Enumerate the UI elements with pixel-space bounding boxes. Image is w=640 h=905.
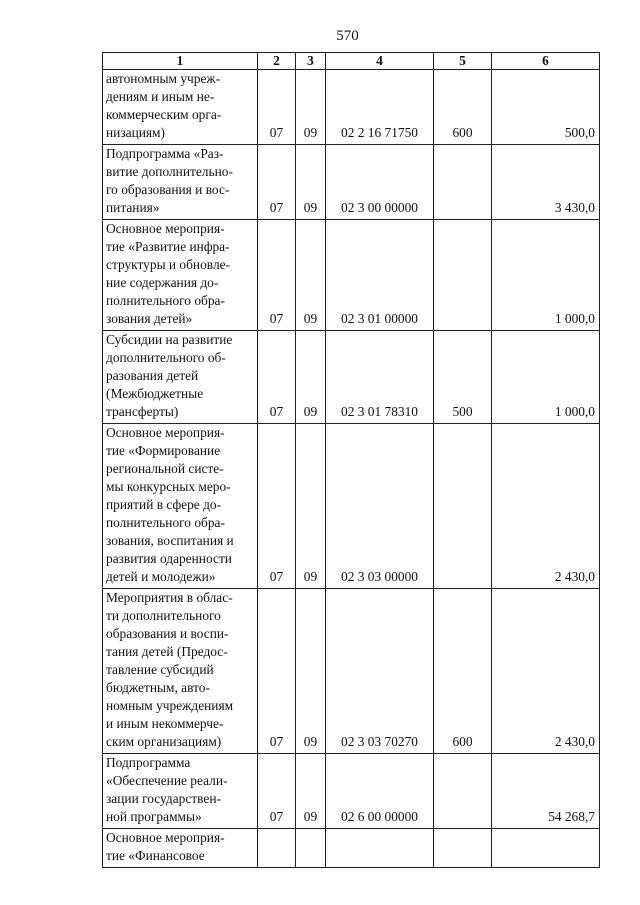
row-name-line: разования детей xyxy=(106,368,199,383)
row-subsection-cell: 09 xyxy=(296,424,326,589)
row-subsection-cell: 09 xyxy=(296,331,326,424)
row-name-line: низациям) xyxy=(106,125,165,140)
row-subsection-cell: 09 xyxy=(296,145,326,220)
header-col-5: 5 xyxy=(434,53,492,70)
row-name-line: дополнительного об- xyxy=(106,350,226,365)
row-name-line: Подпрограмма xyxy=(106,755,191,770)
row-name-cell xyxy=(103,331,258,424)
row-name-cell xyxy=(103,220,258,331)
row-name-line: Подпрограмма «Раз- xyxy=(106,146,224,161)
table-row xyxy=(103,220,600,331)
row-name-line: витие дополнительно- xyxy=(106,164,233,179)
row-expense-type-cell: 500 xyxy=(434,331,492,424)
row-name-line: питания» xyxy=(106,200,160,215)
row-name-line: Мероприятия в облас- xyxy=(106,590,233,605)
row-name-line: Субсидии на развитие xyxy=(106,332,233,347)
row-name-line: дениям и иным не- xyxy=(106,89,215,104)
table-row xyxy=(103,145,600,220)
row-target-code-cell: 02 2 16 71750 xyxy=(326,70,434,145)
row-section-cell: 07 xyxy=(258,754,296,829)
row-name-cell xyxy=(103,829,258,868)
row-name-line: зования, воспитания и xyxy=(106,533,234,548)
row-name-line: коммерческим орга- xyxy=(106,107,222,122)
row-target-code-cell: 02 6 00 00000 xyxy=(326,754,434,829)
row-section-cell: 07 xyxy=(258,145,296,220)
row-name-cell xyxy=(103,424,258,589)
row-name-line: тие «Развитие инфра- xyxy=(106,239,230,254)
header-col-4: 4 xyxy=(326,53,434,70)
row-name-line: зации государствен- xyxy=(106,791,221,806)
header-col-2: 2 xyxy=(258,53,296,70)
row-name-line: зования детей» xyxy=(106,311,193,326)
row-subsection-cell: 09 xyxy=(296,70,326,145)
row-name-cell xyxy=(103,145,258,220)
table-row xyxy=(103,70,600,145)
row-name-line: тие «Формирование xyxy=(106,443,221,458)
row-name-line: и иным некоммерче- xyxy=(106,716,224,731)
row-expense-type-cell xyxy=(434,424,492,589)
row-name-line: тавление субсидий xyxy=(106,662,214,677)
row-name-line: (Межбюджетные xyxy=(106,386,204,401)
row-name-line: детей и молодежи» xyxy=(106,569,216,584)
row-name-line: развития одаренности xyxy=(106,551,232,566)
table-row xyxy=(103,331,600,424)
row-name-line: ти дополнительного xyxy=(106,608,221,623)
row-name-cell xyxy=(103,589,258,754)
row-sum-cell: 1 000,0 xyxy=(492,331,600,424)
row-sum-cell xyxy=(492,829,600,868)
row-expense-type-cell: 600 xyxy=(434,589,492,754)
row-sum-cell: 2 430,0 xyxy=(492,589,600,754)
row-sum-cell: 1 000,0 xyxy=(492,220,600,331)
row-target-code-cell: 02 3 01 00000 xyxy=(326,220,434,331)
row-sum-cell: 3 430,0 xyxy=(492,145,600,220)
table-row xyxy=(103,424,600,589)
row-subsection-cell: 09 xyxy=(296,754,326,829)
table-header-row xyxy=(103,53,600,70)
row-name-line: тие «Финансовое xyxy=(106,848,205,863)
row-name-line: Основное мероприя- xyxy=(106,425,225,440)
header-col-1: 1 xyxy=(103,53,258,70)
row-subsection-cell: 09 xyxy=(296,220,326,331)
row-expense-type-cell xyxy=(434,220,492,331)
row-target-code-cell: 02 3 03 70270 xyxy=(326,589,434,754)
row-expense-type-cell xyxy=(434,829,492,868)
budget-table xyxy=(102,52,600,868)
row-name-cell xyxy=(103,70,258,145)
row-name-line: полнительного обра- xyxy=(106,515,225,530)
row-sum-cell: 2 430,0 xyxy=(492,424,600,589)
row-name-line: «Обеспечение реали- xyxy=(106,773,228,788)
table-row xyxy=(103,829,600,868)
row-name-line: приятий в сфере до- xyxy=(106,497,222,512)
header-col-3: 3 xyxy=(296,53,326,70)
row-sum-cell: 54 268,7 xyxy=(492,754,600,829)
row-name-line: автономным учреж- xyxy=(106,71,221,86)
row-target-code-cell: 02 3 00 00000 xyxy=(326,145,434,220)
row-expense-type-cell xyxy=(434,145,492,220)
row-target-code-cell xyxy=(326,829,434,868)
row-sum-cell: 500,0 xyxy=(492,70,600,145)
row-name-line: ским организациям) xyxy=(106,734,222,749)
row-section-cell: 07 xyxy=(258,589,296,754)
row-target-code-cell: 02 3 01 78310 xyxy=(326,331,434,424)
row-name-line: номным учреждениям xyxy=(106,698,234,713)
row-name-line: Основное мероприя- xyxy=(106,830,225,845)
row-name-line: ние содержания до- xyxy=(106,275,219,290)
row-name-line: тания детей (Предос- xyxy=(106,644,228,659)
table-row xyxy=(103,754,600,829)
row-name-line: образования и воспи- xyxy=(106,626,229,641)
row-section-cell xyxy=(258,829,296,868)
row-section-cell: 07 xyxy=(258,424,296,589)
row-name-line: бюджетным, авто- xyxy=(106,680,210,695)
row-name-line: мы конкурсных меро- xyxy=(106,479,231,494)
table-row xyxy=(103,589,600,754)
row-name-line: полнительного обра- xyxy=(106,293,225,308)
row-name-line: го образования и вос- xyxy=(106,182,230,197)
row-name-cell xyxy=(103,754,258,829)
row-name-line: структуры и обновле- xyxy=(106,257,231,272)
row-name-line: Основное мероприя- xyxy=(106,221,225,236)
row-section-cell: 07 xyxy=(258,70,296,145)
page-number: 570 xyxy=(336,28,359,44)
row-section-cell: 07 xyxy=(258,220,296,331)
row-target-code-cell: 02 3 03 00000 xyxy=(326,424,434,589)
row-name-line: ной программы» xyxy=(106,809,202,824)
row-name-line: трансферты) xyxy=(106,404,179,419)
row-expense-type-cell xyxy=(434,754,492,829)
row-name-line: региональной систе- xyxy=(106,461,224,476)
row-expense-type-cell: 600 xyxy=(434,70,492,145)
header-col-6: 6 xyxy=(492,53,600,70)
row-subsection-cell: 09 xyxy=(296,589,326,754)
row-section-cell: 07 xyxy=(258,331,296,424)
row-subsection-cell xyxy=(296,829,326,868)
